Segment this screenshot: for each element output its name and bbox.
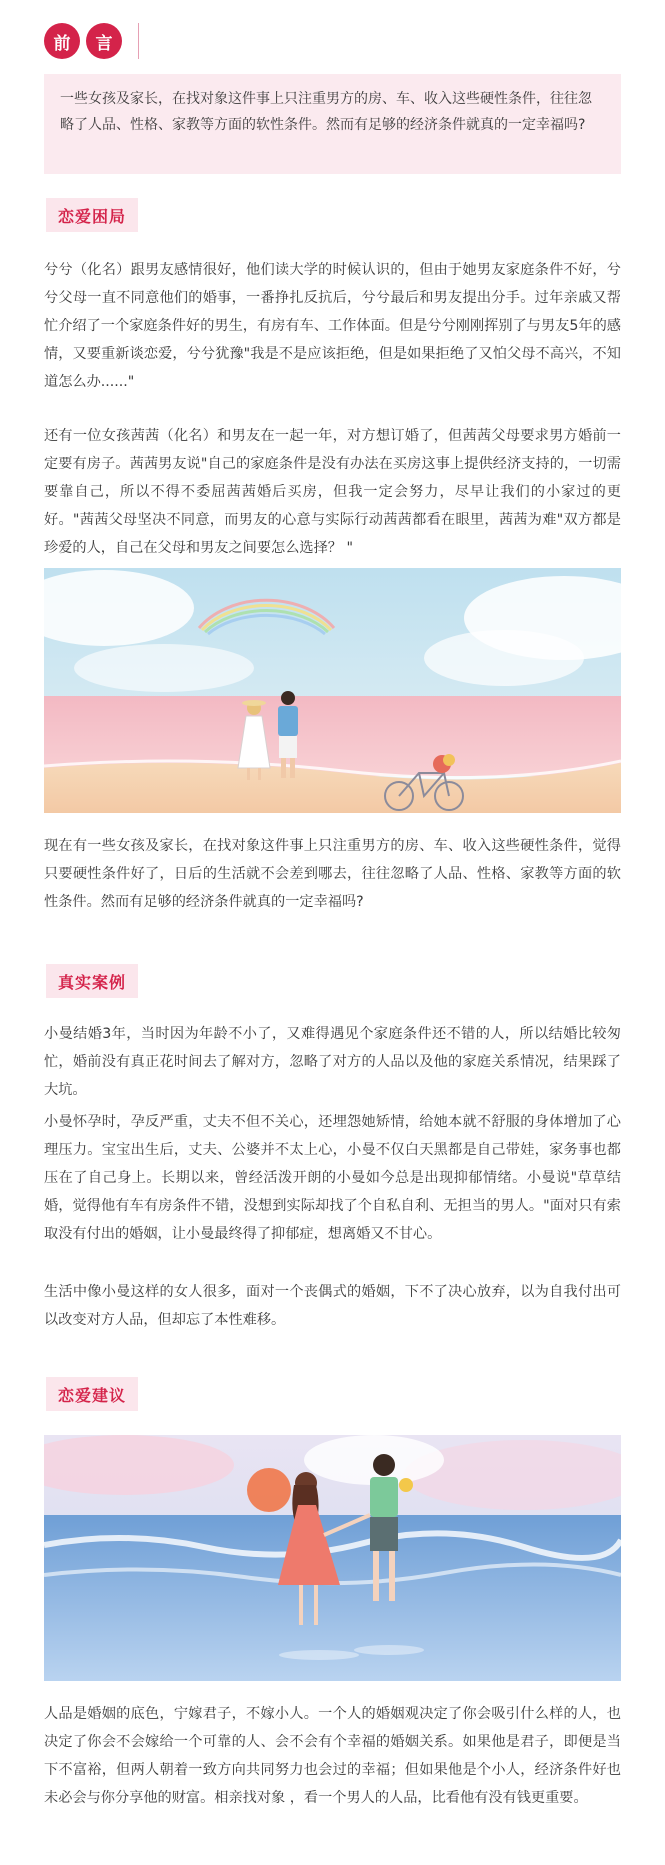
- paragraph-qianqian: 还有一位女孩茜茜（化名）和男友在一起一年，对方想订婚了，但茜茜父母要求男方婚前一定要有房子。茜茜男友说"自己的家庭条件是没有办法在买房这事上提供经济支持的，一切需要靠自己，所以不得不委屈茜茜婚后买房，但我一定会努力，尽早让我们的小家过的更好。"茜茜父母坚决不同意，而男友的心意与实际行动茜茜都看在眼里，茜茜为难"双方都是珍爱的人，自己在父母和男友之间要怎么选择？ ": [44, 428, 621, 556]
- preface-char-1: 前: [44, 23, 80, 59]
- paragraph-summary: 现在有一些女孩及家长，在找对象这件事上只注重男方的房、车、收入这些硬性条件，觉得只要硬性条件好了，日后的生活就不会差到哪去，往往忽略了人品、性格、家教等方面的软性条件。然而有足够的经济条件就真的一定幸福吗?: [44, 838, 621, 910]
- paragraph-xixi: 兮兮（化名）跟男友感情很好，他们读大学的时候认识的，但由于她男友家庭条件不好，兮兮父母一直不同意他们的婚事，一番挣扎反抗后，兮兮最后和男友提出分手。过年亲戚又帮忙介绍了一个家庭条件好的男生，有房有车、工作体面。但是兮兮刚刚挥别了与男友5年的感情，又要重新谈恋爱，兮兮犹豫"我是不是应该拒绝，但是如果拒绝了又怕父母不高兴，不知道怎么办......": [44, 262, 621, 390]
- section-title-dilemma: 恋爱困局: [46, 198, 138, 232]
- paragraph-xiaoman-3: 生活中像小曼这样的女人很多，面对一个丧偶式的婚姻，下不了决心放弃，以为自我付出可以改变对方人品，但却忘了本性难移。: [44, 1284, 621, 1328]
- couple-beach-rainbow-illustration: [44, 568, 621, 813]
- preface-header: [44, 22, 139, 60]
- paragraph-advice: 人品是婚姻的底色，宁嫁君子，不嫁小人。一个人的婚姻观决定了你会吸引什么样的人，也决定了你会不会嫁给一个可靠的人、会不会有个幸福的婚姻关系。如果他是君子，即便是当下不富裕，但两人朝着一致方向共同努力也会过的幸福；但如果他是个小人，经济条件好也未必会与你分享他的财富。相亲找对象 ，看一个男人的人品，比看他有没有钱更重要。: [44, 1706, 621, 1806]
- header-divider: [138, 23, 139, 59]
- preface-char-2: 言: [86, 23, 122, 59]
- section-title-advice: 恋爱建议: [46, 1377, 138, 1411]
- couple-running-sea-illustration: [44, 1435, 621, 1681]
- paragraph-xiaoman-1: 小曼结婚3年，当时因为年龄不小了，又难得遇见个家庭条件还不错的人，所以结婚比较匆忙，婚前没有真正花时间去了解对方，忽略了对方的人品以及他的家庭关系情况，结果踩了大坑。: [44, 1026, 621, 1098]
- intro-box: 一些女孩及家长，在找对象这件事上只注重男方的房、车、收入这些硬性条件，往往忽略了人品、性格、家教等方面的软性条件。然而有足够的经济条件就真的一定幸福吗?: [44, 74, 621, 174]
- section-title-real-case: 真实案例: [46, 964, 138, 998]
- paragraph-xiaoman-2: 小曼怀孕时，孕反严重，丈夫不但不关心，还埋怨她矫情，给她本就不舒服的身体增加了心理压力。宝宝出生后，丈夫、公婆并不太上心，小曼不仅白天黑都是自己带娃，家务事也都压在了自己身上。长期以来，曾经活泼开朗的小曼如今总是出现抑郁情绪。小曼说"草草结婚，觉得他有车有房条件不错，没想到实际却找了个自私自利、无担当的男人。"面对只有索取没有付出的婚姻，让小曼最终得了抑郁症，想离婚又不甘心。: [44, 1114, 621, 1242]
